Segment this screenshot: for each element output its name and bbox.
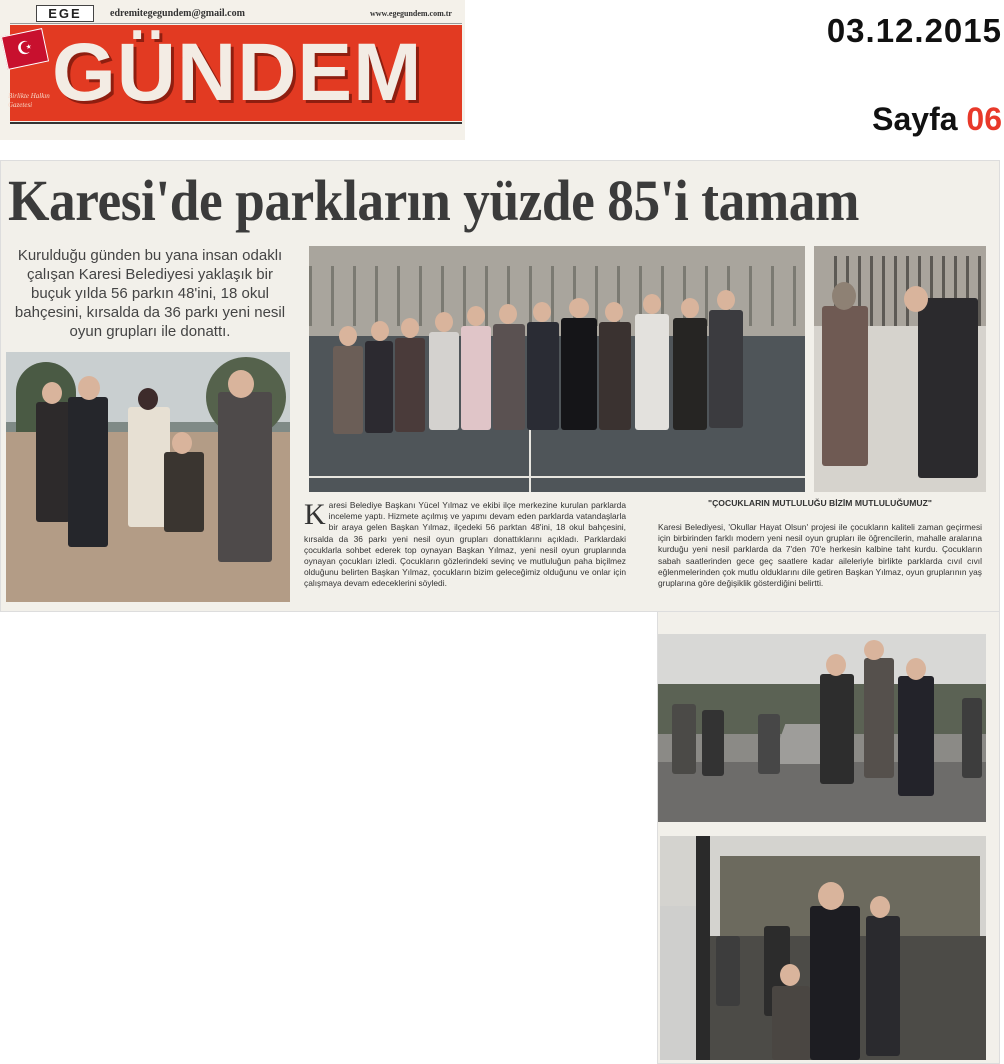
photo-mayor-playground: [660, 836, 986, 1060]
photo-mayor-with-child: [6, 352, 290, 602]
masthead-website: www.egegundem.com.tr: [370, 9, 452, 18]
article-body-text-2: Karesi Belediyesi, 'Okullar Hayat Olsun' projesi ile çocukların kaliteli zaman geçirmesi için birbirinden farklı modern yeni nesil oyun grupları ile öğrencilerin, mahalle aralarına kurduğu yeni nesil parklarda da 7'den 70'e herkesin kalbine taht kurdu. Çocukların sabah saatlerinden gece geç saatlere kadar aileleriyle birlikte parklarda cıvıl cıvıl eğlenmelerinden çok mutlu olduklarını dile getiren Başkan Yılmaz, oyun gruplarının yaş gruplarına göre değişiklik gösterdiğini belirtti.: [658, 522, 982, 589]
article-subhead: "ÇOCUKLARIN MUTLULUĞU BİZİM MUTLULUĞUMUZ": [708, 498, 932, 508]
page-number: 06: [966, 101, 1002, 137]
masthead-bottom-rule: [10, 122, 462, 136]
article-dropcap: K: [304, 498, 326, 531]
photo-children-group: [309, 246, 805, 492]
newspaper-title: GÜNDEM: [52, 27, 423, 118]
article-body-column-1: [304, 500, 626, 590]
edition-label: EGE: [36, 5, 94, 22]
article-body-text-1: aresi Belediye Başkanı Yücel Yılmaz ve ekibi ilçe merkezine kurulan parklarda inceleme yaptı. Hizmete açılmış ve yapımı devam eden parklarda vatandaşlarla bir araya gelen Başkan Yılmaz, ilçedeki 56 parktan 48'ini, 18 okul bahçesini, kırsalda da 36 parkı yeni nesil oyun grupları donattıklarını açıkladı. Parklardaki çocuklarla sohbet ederek top oynayan Başkan Yılmaz, yeni nesil oyun gruplarında oynayan çocukları izledi. Çocukların gözlerindeki sevinç ve mutluluğun paha biçilmez olduğunu belirten Başkan Yılmaz, çocukların bizim geleceğimiz olduğunu ve onlar için çalışmaya devam edeceklerini söyledi.: [304, 500, 626, 589]
photo-playground-jumping: [658, 634, 986, 822]
article-headline: Karesi'de parkların yüzde 85'i tamam: [8, 168, 860, 233]
issue-date: 03.12.2015: [826, 12, 1002, 49]
masthead-email: edremitegegundem@gmail.com: [110, 8, 245, 19]
page-label: Sayfa: [872, 101, 958, 137]
article-clipping: [0, 160, 1004, 1064]
photo-mayor-greeting-woman: [814, 246, 986, 492]
newspaper-masthead: [0, 0, 465, 140]
article-body-column-2: [658, 522, 982, 589]
page-indicator: [872, 101, 1002, 138]
turkish-flag-icon: ☪: [1, 28, 49, 70]
newspaper-slogan: Birlikte Halkın Gazetesi: [8, 92, 50, 109]
article-lead: Kurulduğu günden bu yana insan odaklı çalışan Karesi Belediyesi yaklaşık bir buçuk yılda 56 parkın 48'ini, 18 okul bahçesini, kırsalda da 36 parkı yeni nesil oyun grupları ile donattı.: [14, 247, 286, 340]
